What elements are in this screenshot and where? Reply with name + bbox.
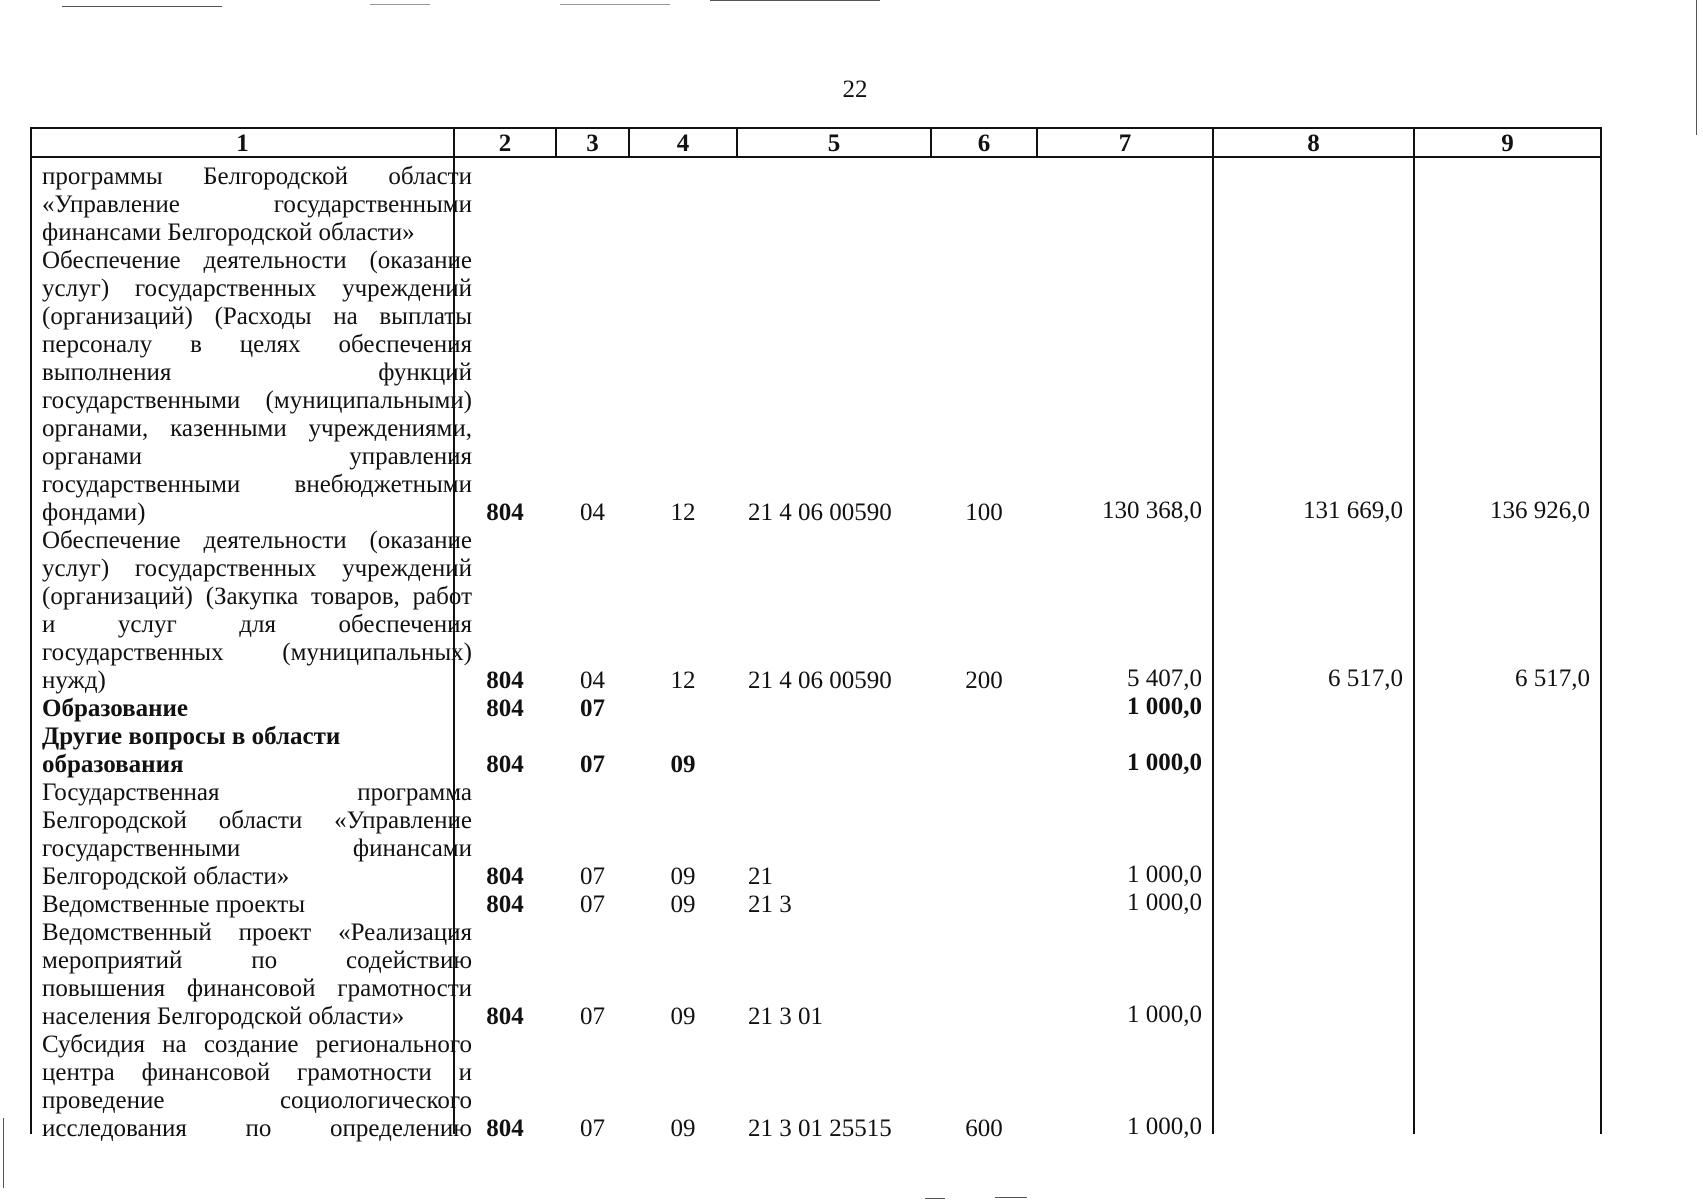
row-name-line: образования [42, 751, 184, 778]
cell-code-804: 804 [486, 1003, 524, 1030]
column-header-8: 8 [1307, 130, 1320, 157]
cell-code-804: 804 [486, 1115, 524, 1142]
column-border [1413, 127, 1415, 1134]
cell-section: 07 [580, 751, 605, 778]
row-name-line: государственных (муниципальных) [42, 639, 472, 666]
row-name-line: (организаций) (Закупка товаров, работ [42, 583, 472, 610]
cell-subsection: 12 [670, 667, 696, 694]
column-header-1: 1 [236, 130, 249, 157]
column-border [1600, 127, 1602, 1134]
column-header-3: 3 [586, 130, 599, 157]
scan-artifact-line [710, 0, 880, 1]
cell-target-article: 21 4 06 00590 [748, 499, 892, 526]
page-number: 22 [842, 76, 868, 103]
cell-expense-type: 600 [965, 1115, 1003, 1142]
row-name-line: персоналу в целях обеспечения [42, 331, 472, 358]
cell-section: 07 [580, 1003, 605, 1030]
row-name-line: нужд) [42, 667, 106, 694]
cell-amount-col7: 1 000,0 [1127, 1001, 1202, 1028]
row-name-line: мероприятий по содействию [42, 947, 472, 974]
column-header-4: 4 [676, 130, 690, 157]
cell-target-article: 21 [748, 863, 773, 890]
row-name-line: Субсидия на создание регионального [42, 1031, 472, 1058]
row-name-line: государственными финансами [42, 835, 472, 862]
cell-subsection: 09 [670, 751, 696, 778]
row-name-line: услуг) государственных учреждений [42, 275, 472, 302]
row-name-line: программы Белгородской области [42, 163, 472, 190]
row-name-line: повышения финансовой грамотности [42, 975, 472, 1002]
row-name-line: Белгородской области» [42, 863, 290, 890]
cell-target-article: 21 3 [748, 891, 792, 918]
cell-subsection: 09 [670, 1003, 696, 1030]
row-name-line: услуг) государственных учреждений [42, 555, 472, 582]
cell-amount-col7: 1 000,0 [1127, 1113, 1202, 1140]
cell-amount-col7: 130 368,0 [1102, 497, 1202, 524]
cell-expense-type: 100 [965, 499, 1003, 526]
column-header-5: 5 [827, 130, 841, 157]
cell-code-804: 804 [486, 863, 524, 890]
cell-amount-col7: 1 000,0 [1127, 861, 1202, 888]
column-header-9: 9 [1501, 130, 1514, 157]
cell-section: 04 [580, 667, 605, 694]
column-header-2: 2 [498, 130, 512, 157]
scan-artifact-line [62, 6, 222, 7]
cell-amount-col7: 1 000,0 [1127, 889, 1202, 916]
cell-amount-col7: 5 407,0 [1127, 665, 1202, 692]
row-name-line: центра финансовой грамотности и [42, 1059, 472, 1086]
scan-artifact-line [3, 1118, 4, 1188]
cell-section: 07 [580, 1115, 605, 1142]
cell-subsection: 12 [670, 499, 696, 526]
cell-code-804: 804 [486, 751, 524, 778]
row-name-line: (организаций) (Расходы на выплаты [42, 303, 472, 330]
cell-expense-type: 200 [965, 667, 1003, 694]
scan-artifact-line [370, 4, 430, 5]
row-name-line: Белгородской области «Управление [42, 807, 472, 834]
cell-amount-col7: 1 000,0 [1127, 749, 1202, 776]
row-name-line: населения Белгородской области» [42, 1003, 405, 1030]
row-name-line: фондами) [42, 499, 146, 526]
cell-amount-col9: 136 926,0 [1490, 497, 1590, 524]
column-header-6: 6 [977, 130, 991, 157]
row-name-line: Ведомственный проект «Реализация [42, 919, 472, 946]
scan-artifact-line [925, 1198, 945, 1199]
row-name-line: и услуг для обеспечения [42, 611, 472, 638]
scan-artifact-line [1696, 0, 1697, 135]
cell-code-804: 804 [486, 499, 524, 526]
scan-artifact-line [995, 1197, 1027, 1198]
column-border [1212, 127, 1214, 1134]
cell-code-804: 804 [486, 667, 524, 694]
cell-target-article: 21 3 01 25515 [748, 1115, 892, 1142]
row-name-line: Обеспечение деятельности (оказание [42, 247, 472, 274]
column-border [30, 127, 32, 1134]
cell-subsection: 09 [670, 863, 696, 890]
scan-artifact-line [560, 4, 670, 5]
cell-section: 07 [580, 695, 605, 722]
row-name-line: проведение социологического [42, 1087, 472, 1114]
row-name-line: Ведомственные проекты [42, 891, 306, 918]
row-name-line: исследования по определению [42, 1115, 472, 1142]
cell-amount-col8: 131 669,0 [1303, 497, 1403, 524]
cell-subsection: 09 [670, 891, 696, 918]
row-name-line: государственными внебюджетными [42, 471, 472, 498]
cell-section: 07 [580, 863, 605, 890]
row-name-line: государственными (муниципальными) [42, 387, 472, 414]
budget-table [30, 127, 1602, 1142]
row-name-line: Другие вопросы в области [42, 723, 341, 750]
row-name-line: органами, казенными учреждениями, [42, 415, 472, 442]
cell-target-article: 21 4 06 00590 [748, 667, 892, 694]
cell-subsection: 09 [670, 1115, 696, 1142]
row-name-line: выполнения функций [42, 359, 472, 386]
cell-amount-col9: 6 517,0 [1515, 665, 1590, 692]
cell-amount-col7: 1 000,0 [1127, 693, 1202, 720]
row-name-line: финансами Белгородской области» [42, 219, 415, 246]
column-header-7: 7 [1118, 130, 1132, 157]
cell-target-article: 21 3 01 [748, 1003, 823, 1030]
cell-amount-col8: 6 517,0 [1328, 665, 1403, 692]
cell-section: 04 [580, 499, 605, 526]
cell-code-804: 804 [486, 695, 524, 722]
row-name-line: Образование [42, 695, 189, 722]
row-name-line: Государственная программа [42, 779, 472, 806]
cell-section: 07 [580, 891, 605, 918]
row-name-line: органами управления [42, 443, 472, 470]
cell-code-804: 804 [486, 891, 524, 918]
row-name-line: Обеспечение деятельности (оказание [42, 527, 472, 554]
row-name-line: «Управление государственными [42, 191, 472, 218]
